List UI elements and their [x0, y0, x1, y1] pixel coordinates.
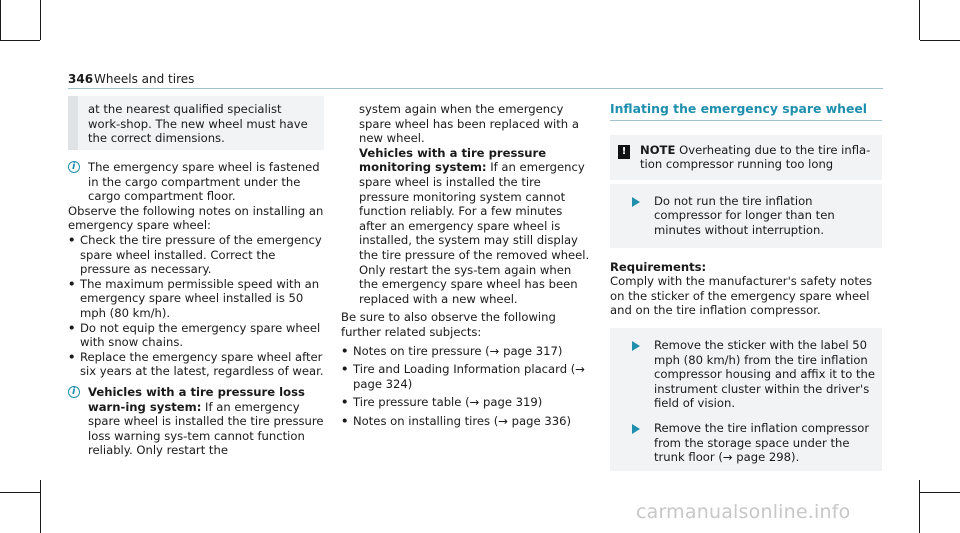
note-step: [610, 194, 882, 238]
note-box: [610, 135, 882, 180]
step-text: Do not run the tire inflation compressor for longer than ten minutes without interruption.: [654, 193, 835, 237]
list-item: • The maximum permissible speed with an emergency spare wheel installed is 50 mph (80 km/h).: [68, 277, 324, 321]
step-text: Remove the tire inflation compressor from the storage space under the trunk floor (→ page 298).: [654, 420, 870, 465]
column-1: [68, 96, 324, 458]
intro-text: Observe the following notes on installing an emergency spare wheel:: [68, 203, 324, 233]
warning-icon: !: [618, 145, 630, 159]
related-link[interactable]: • Tire and Loading Information placard (→ page 324): [341, 362, 591, 391]
related-intro: Be sure to also observe the following further related subjects:: [341, 310, 556, 339]
note-text: [88, 385, 324, 458]
crop-mark: [0, 40, 40, 41]
steps-box: [610, 328, 882, 471]
note-step-box: [610, 184, 882, 248]
watermark: carmanualsonline.info: [636, 501, 851, 523]
column-2: [341, 102, 591, 428]
note-body: Overheating due to the tire infla-tion compressor running too long: [640, 142, 871, 172]
list-item: • Check the tire pressure of the emergency spare wheel installed. Correct the pressure as necessary.: [68, 233, 324, 277]
para-heading: Vehicles with a tire pressure monitoring system:: [359, 145, 547, 175]
crop-mark: [0, 492, 40, 493]
box-text: at the nearest qualified specialist work-shop. The new wheel must have the correct dimensions.: [88, 102, 308, 146]
para-text: system again when the emergency spare wheel has been replaced with a new wheel.: [359, 102, 579, 146]
crop-mark: [40, 480, 41, 533]
section-rule: [610, 120, 882, 121]
crop-mark: [919, 480, 920, 533]
note-text: [640, 143, 874, 172]
para-text: [341, 146, 591, 307]
related-link[interactable]: • Notes on installing tires (→ page 336): [341, 414, 591, 429]
note-heading: Vehicles with a tire pressure loss warn-ing system:: [88, 384, 305, 414]
related-link[interactable]: • Tire pressure table (→ page 319): [341, 395, 591, 410]
requirements-text: Comply with the manufacturer's safety notes on the sticker of the emergency spare wheel and on the tire inflation compressor.: [610, 274, 873, 318]
list-item: • Do not equip the emergency spare wheel with snow chains.: [68, 321, 324, 350]
header-title: Wheels and tires: [94, 72, 195, 86]
page-header: [68, 72, 883, 89]
step-item: [610, 338, 882, 411]
crop-mark: [0, 0, 1, 40]
info-note-1: [68, 160, 324, 204]
step-item: [610, 421, 882, 465]
step-arrow-icon: [632, 341, 640, 351]
crop-mark: [40, 0, 41, 40]
note-text: The emergency spare wheel is fastened in the cargo compartment under the cargo compartment floor.: [88, 160, 320, 204]
step-arrow-icon: [632, 197, 640, 207]
info-icon: [68, 161, 80, 173]
crop-mark: [920, 40, 960, 41]
info-note-2: [68, 385, 324, 458]
step-arrow-icon: [632, 424, 640, 434]
header-rule: [68, 88, 883, 89]
list-item: • Replace the emergency spare wheel after six years at the latest, regardless of wear.: [68, 350, 324, 379]
note-label: NOTE: [640, 142, 676, 157]
page-number: 346: [68, 72, 94, 86]
note-body: If an emergency spare wheel is installed the tire pressure loss warning sys-tem cannot function reliably. Only restart the: [88, 399, 324, 458]
crop-mark: [919, 0, 920, 40]
section-title: Inflating the emergency spare wheel: [610, 101, 868, 116]
para-body: If an emergency spare wheel is installed the tire pressure monitoring system cannot function reliably. For a few minutes after an emergency spare wheel is installed, the system may still display the tire pressure of the removed wheel. Only restart the sys-tem again when the emergency spare wheel has been replaced with a new wheel.: [359, 160, 590, 306]
column-3: [610, 102, 882, 471]
info-continued-box: [341, 102, 591, 306]
crop-mark: [920, 492, 960, 493]
related-links: [341, 344, 591, 429]
bullet-list: [68, 233, 324, 379]
continued-note-box: [68, 96, 324, 150]
requirements-title: Requirements:: [610, 259, 707, 274]
related-link[interactable]: • Notes on tire pressure (→ page 317): [341, 344, 591, 359]
step-text: Remove the sticker with the label 50 mph (80 km/h) from the tire inflation compressor housing and affix it to the instrument cluster within the driver's field of vision.: [654, 337, 875, 411]
info-icon: [68, 386, 80, 398]
